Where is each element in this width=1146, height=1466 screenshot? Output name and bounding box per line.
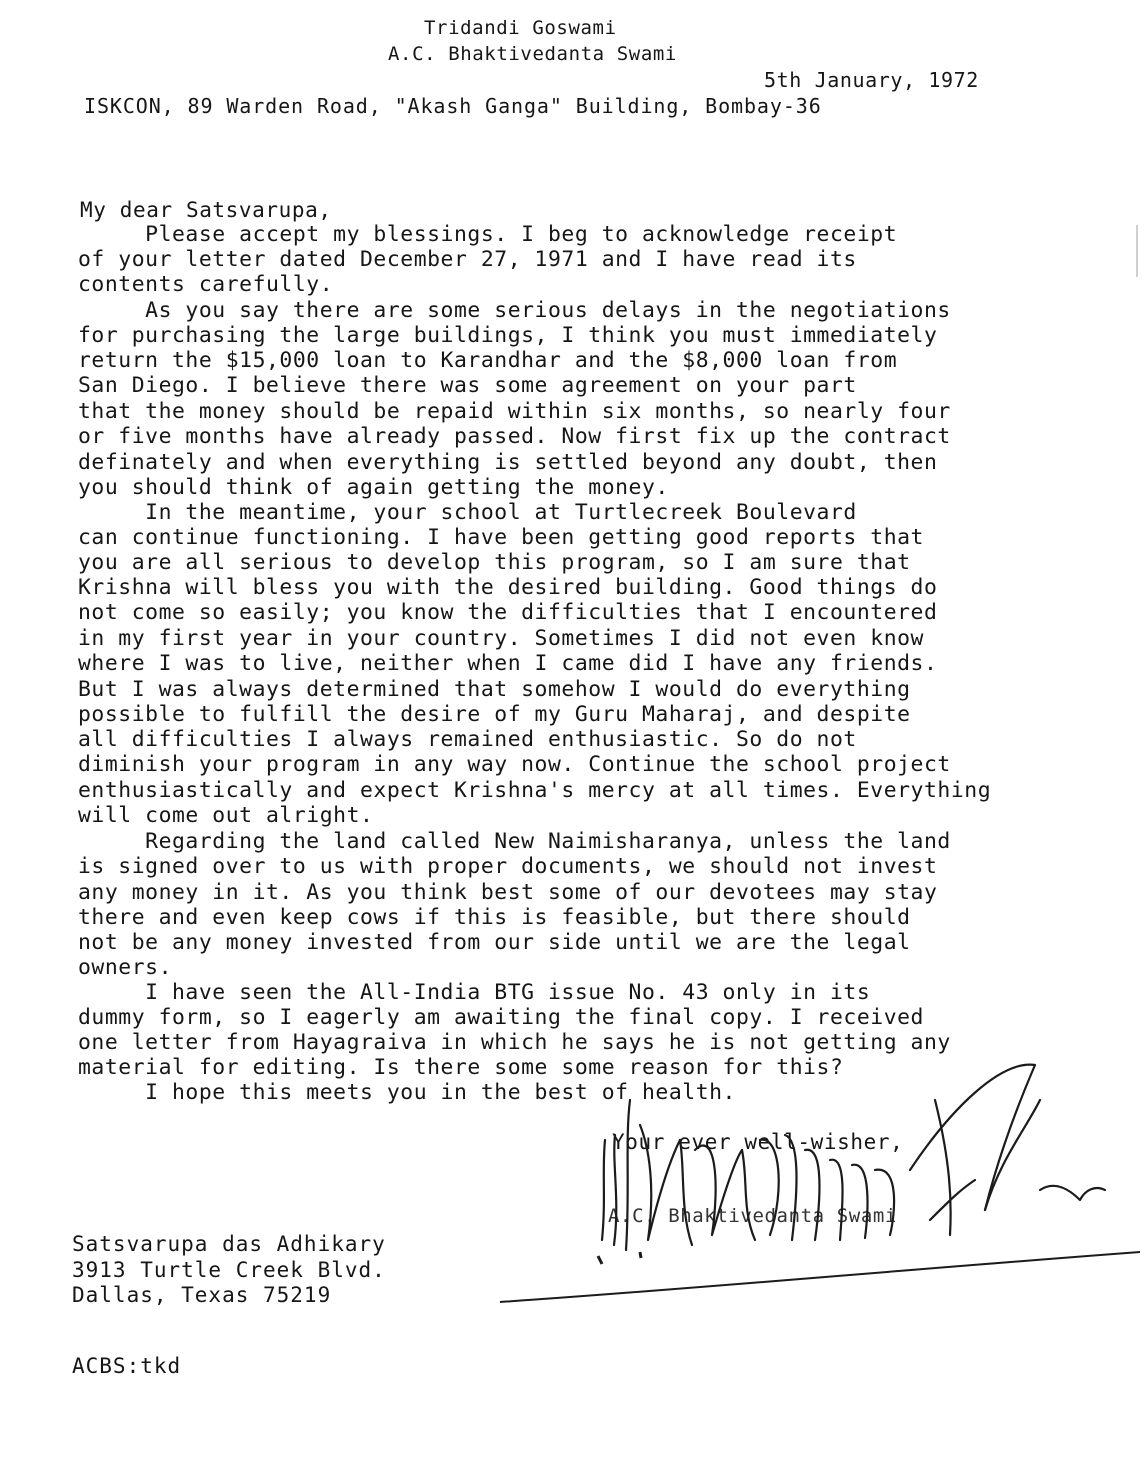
body-line: But I was always determined that somehow I would do everything [78,677,911,702]
body-line: San Diego. I believe there was some agreement on your part [78,373,857,398]
body-line: not be any money invested from our side until we are the legal [78,930,911,955]
salutation: My dear Satsvarupa, [80,198,332,222]
body-line: you are all serious to develop this program, so I am sure that [78,550,911,575]
reference-initials: ACBS:tkd [72,1354,182,1378]
sender-address: ISKCON, 89 Warden Road, "Akash Ganga" Building, Bombay-36 [84,94,822,118]
body-line: Regarding the land called New Naimisharanya, unless the land [78,829,951,854]
body-line: As you say there are some serious delays in the negotiations [78,298,951,323]
body-line: Krishna will bless you with the desired building. Good things do [78,575,938,600]
recipient-city: Dallas, Texas 75219 [72,1283,332,1307]
body-line: owners. [78,955,172,980]
body-line: in my first year in your country. Sometimes I did not even know [78,626,924,651]
body-line: I hope this meets you in the best of health. [78,1080,736,1105]
scan-edge-mark [1136,225,1138,277]
body-line: can continue functioning. I have been getting good reports that [78,525,924,550]
body-line: In the meantime, your school at Turtlecreek Boulevard [78,500,857,525]
body-line: not come so easily; you know the difficulties that I encountered [78,600,938,625]
body-line: definately and when everything is settled beyond any doubt, then [78,450,938,475]
body-line: Please accept my blessings. I beg to acknowledge receipt [78,222,898,247]
sender-title: Tridandi Goswami [424,17,617,39]
closing: Your ever well-wisher, [612,1130,904,1154]
recipient-name: Satsvarupa das Adhikary [72,1232,386,1256]
body-line: for purchasing the large buildings, I think you must immediately [78,323,938,348]
body-line: any money in it. As you think best some of our devotees may stay [78,880,938,905]
body-line: possible to fulfill the desire of my Guru Maharaj, and despite [78,702,911,727]
body-line: that the money should be repaid within six months, so nearly four [78,399,951,424]
letter-date: 5th January, 1972 [764,68,979,92]
handwritten-signature [480,1040,1140,1320]
body-line: enthusiastically and expect Krishna's mercy at all times. Everything [78,778,992,803]
body-line: where I was to live, neither when I came did I have any friends. [78,651,938,676]
body-line: one letter from Hayagraiva in which he says he is not getting any [78,1030,951,1055]
sender-name: A.C. Bhaktivedanta Swami [388,43,677,65]
body-line: diminish your program in any way now. Continue the school project [78,752,951,777]
body-line: you should think of again getting the money. [78,475,669,500]
body-line: will come out alright. [78,803,374,828]
recipient-street: 3913 Turtle Creek Blvd. [72,1258,386,1282]
body-line: material for editing. Is there some some reason for this? [78,1055,844,1080]
body-line: all difficulties I always remained enthusiastic. So do not [78,727,857,752]
body-line: I have seen the All-India BTG issue No. 43 only in its [78,980,871,1005]
body-line: is signed over to us with proper documents, we should not invest [78,854,938,879]
body-line: dummy form, so I eagerly am awaiting the final copy. I received [78,1005,924,1030]
body-line: or five months have already passed. Now first fix up the contract [78,424,951,449]
body-line: there and even keep cows if this is feasible, but there should [78,905,911,930]
body-line: contents carefully. [78,272,334,297]
signature-name: A.C. Bhaktivedanta Swami [608,1205,897,1227]
body-line: return the $15,000 loan to Karandhar and the $8,000 loan from [78,348,898,373]
body-line: of your letter dated December 27, 1971 and I have read its [78,247,857,272]
